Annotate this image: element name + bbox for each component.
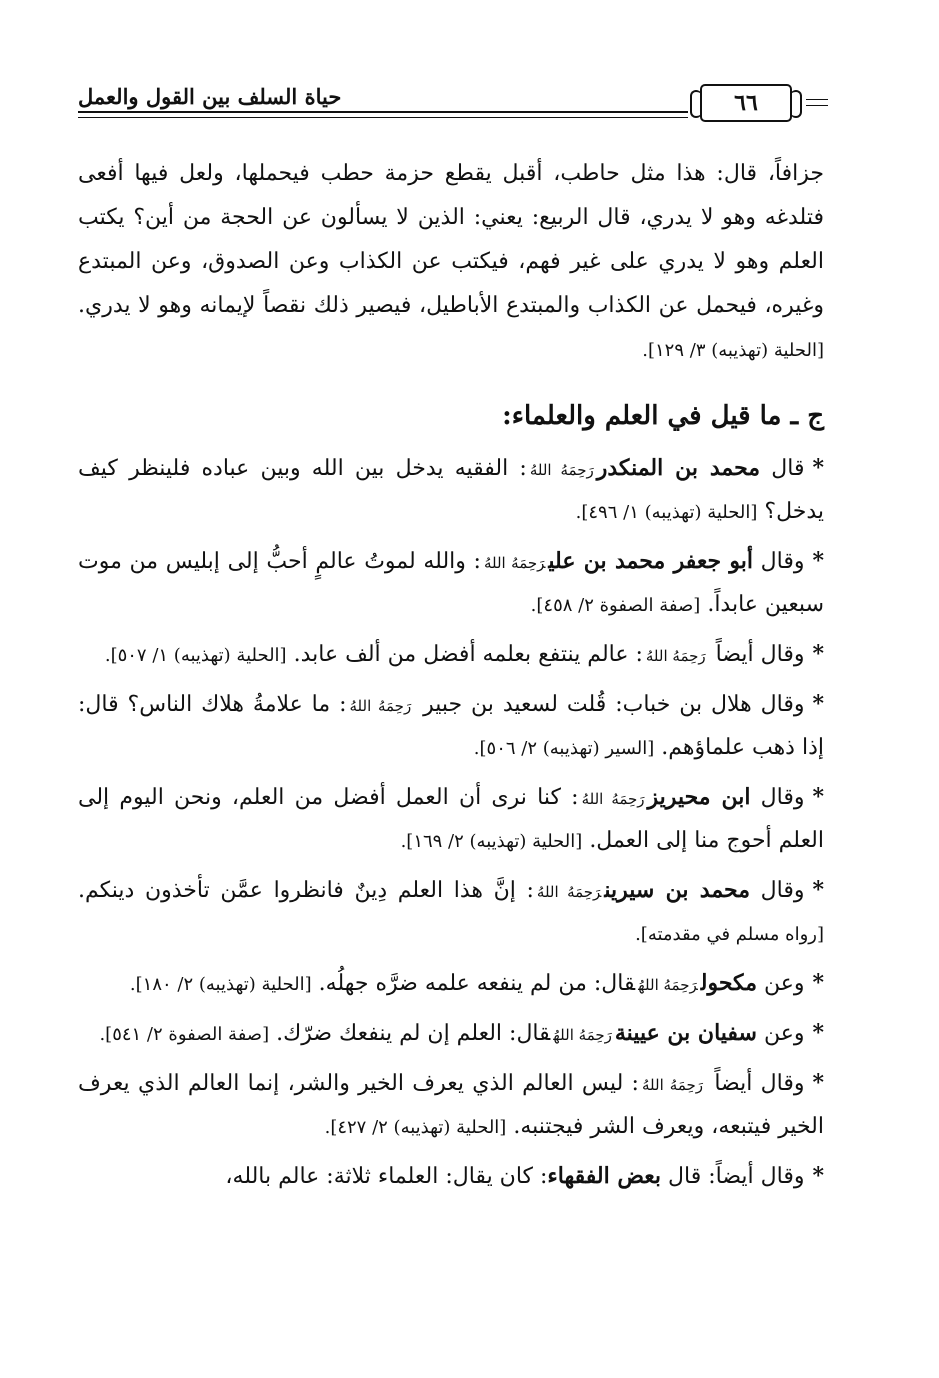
scholar-name: ابن محيريز <box>647 784 751 810</box>
quote-entry <box>78 540 824 627</box>
header-rule <box>806 99 828 100</box>
bullet-star: * <box>812 970 824 996</box>
citation: [رواه مسلم في مقدمته]. <box>635 924 824 945</box>
scholar-name: محمد بن سيرين <box>604 877 751 903</box>
quote-text: قال: من لم ينفعه علمه ضرَّه جهلُه. <box>318 971 636 996</box>
honorific: رَحِمَهُ اللهُ <box>529 461 594 479</box>
bullet-star: * <box>812 1020 824 1046</box>
quote-intro: وعن <box>763 971 805 996</box>
bullet-star: * <box>812 1070 824 1096</box>
bullet-star: * <box>812 691 824 717</box>
quote-intro: وقال <box>760 878 805 903</box>
citation: [الحلية (تهذيبه) ١/ ٥٠٧]. <box>104 645 287 666</box>
quote-text: : والله لموتُ عالمٍ أحبُّ إلى إبليس من موت سبعين عابداً. <box>78 549 824 617</box>
intro-text: جزافاً، قال: هذا مثل حاطب، أقبل يقطع حزمة حطب فيحملها، ولعل فيها أفعى فتلدغه وهو لا يدري، قال الربيع: يعني: الذين لا يسألون عن الحجة من أين؟ يكتب العلم وهو لا يدري على غير فهم، فيكتب عن الكذاب وعن الصدوق، وعن المبتدع وغيره، فيحمل عن الكذاب والمبتدع الأباطيل، فيصير ذلك نقصاً لإيمانه وهو لا يدري. <box>78 161 824 318</box>
quote-intro: وقال أيضاً <box>715 642 805 667</box>
honorific: رَحِمَهُ اللهُ <box>553 1026 612 1044</box>
citation: [الحلية (تهذيبه) ١/ ٤٩٦]. <box>575 502 758 523</box>
bullet-star: * <box>812 877 824 903</box>
quote-text: قال: العلم إن لم ينفعك ضرّك. <box>276 1021 551 1046</box>
quote-entry <box>78 869 824 956</box>
scholar-name: سفيان بن عيينة <box>614 1020 757 1046</box>
header-rule <box>806 105 828 106</box>
honorific: رَحِمَهُ اللهُ <box>581 790 645 808</box>
quote-text: : كان يقال: العلماء ثلاثة: عالم بالله، <box>225 1164 548 1189</box>
quotes-list <box>78 447 824 1198</box>
honorific: رَحِمَهُ اللهُ <box>483 554 546 572</box>
quote-entry <box>78 1155 824 1198</box>
citation: [السير (تهذيبه) ٢/ ٥٠٦]. <box>473 738 655 759</box>
quote-text: : الفقيه يدخل بين الله وبين عباده فلينظر كيف يدخل؟ <box>78 456 824 524</box>
scholar-name: محمد بن المنكدر <box>596 455 761 481</box>
quote-intro: قال <box>771 456 805 481</box>
scholar-name: مكحول <box>700 970 757 996</box>
quote-intro: وقال أيضاً <box>714 1071 805 1096</box>
page-number: ٦٦ <box>734 90 758 116</box>
quote-text: : عالم ينتفع بعلمه أفضل من ألف عابد. <box>293 642 643 667</box>
citation: [صفة الصفوة ٢/ ٥٤١]. <box>99 1024 270 1045</box>
bullet-star: * <box>812 548 825 574</box>
quote-text: : إنَّ هذا العلم دِينٌ فانظروا عمَّن تأخذون دينكم. <box>78 878 534 903</box>
quote-entry <box>78 633 824 677</box>
scholar-name: أبو جعفر محمد بن علي <box>548 548 753 574</box>
quote-text: : كنا نرى أن العمل أفضل من العلم، ونحن اليوم إلى العلم أحوج منا إلى العمل. <box>78 785 824 853</box>
book-title: حياة السلف بين القول والعمل <box>78 84 342 109</box>
bullet-star: * <box>812 641 824 667</box>
page-number-box <box>700 84 792 122</box>
quote-intro: وقال <box>760 549 805 574</box>
quote-intro: وقال هلال بن خباب: قُلت لسعيد بن جبير <box>423 692 805 717</box>
quote-entry <box>78 683 824 770</box>
quote-entry <box>78 447 824 534</box>
quote-text: : ما علامةُ هلاك الناس؟ قال: إذا ذهب علماؤهم. <box>78 692 824 760</box>
honorific: رَحِمَهُ اللهُ <box>536 883 602 901</box>
honorific: رَحِمَهُ اللهُ <box>638 976 698 994</box>
honorific: رَحِمَهُ اللهُ <box>349 697 412 715</box>
page-body <box>78 152 824 1204</box>
quote-entry <box>78 1012 824 1056</box>
scholar-name: بعض الفقهاء <box>547 1163 662 1189</box>
section-heading: ج ـ ما قيل في العلم والعلماء: <box>502 401 824 431</box>
citation: [الحلية (تهذيبه) ٢/ ١٨٠]. <box>129 974 312 995</box>
honorific: رَحِمَهُ اللهُ <box>645 647 706 665</box>
intro-paragraph <box>78 152 824 373</box>
citation: [الحلية (تهذيبه) ٢/ ٤٢٧]. <box>324 1117 507 1138</box>
quote-intro: وقال أيضاً: قال <box>668 1164 805 1189</box>
quote-text: : ليس العالم الذي يعرف الخير والشر، إنما العالم الذي يعرف الخير فيتبعه، ويعرف الشر فيجتنبه. <box>78 1071 824 1139</box>
header-rule <box>78 117 688 118</box>
citation: [صفة الصفوة ٢/ ٤٥٨]. <box>530 595 701 616</box>
header-rule <box>78 111 688 113</box>
quote-entry <box>78 962 824 1006</box>
quote-entry <box>78 776 824 863</box>
citation: [الحلية (تهذيبه) ٢/ ١٦٩]. <box>400 831 583 852</box>
quote-entry <box>78 1062 824 1149</box>
running-header <box>78 78 828 128</box>
quote-intro: وقال <box>760 785 805 810</box>
bullet-star: * <box>812 1163 824 1189</box>
quote-intro: وعن <box>763 1021 805 1046</box>
bullet-star: * <box>812 455 824 481</box>
citation: [الحلية (تهذيبه) ٣/ ١٢٩]. <box>642 340 824 361</box>
bullet-star: * <box>812 784 824 810</box>
honorific: رَحِمَهُ اللهُ <box>641 1076 704 1094</box>
